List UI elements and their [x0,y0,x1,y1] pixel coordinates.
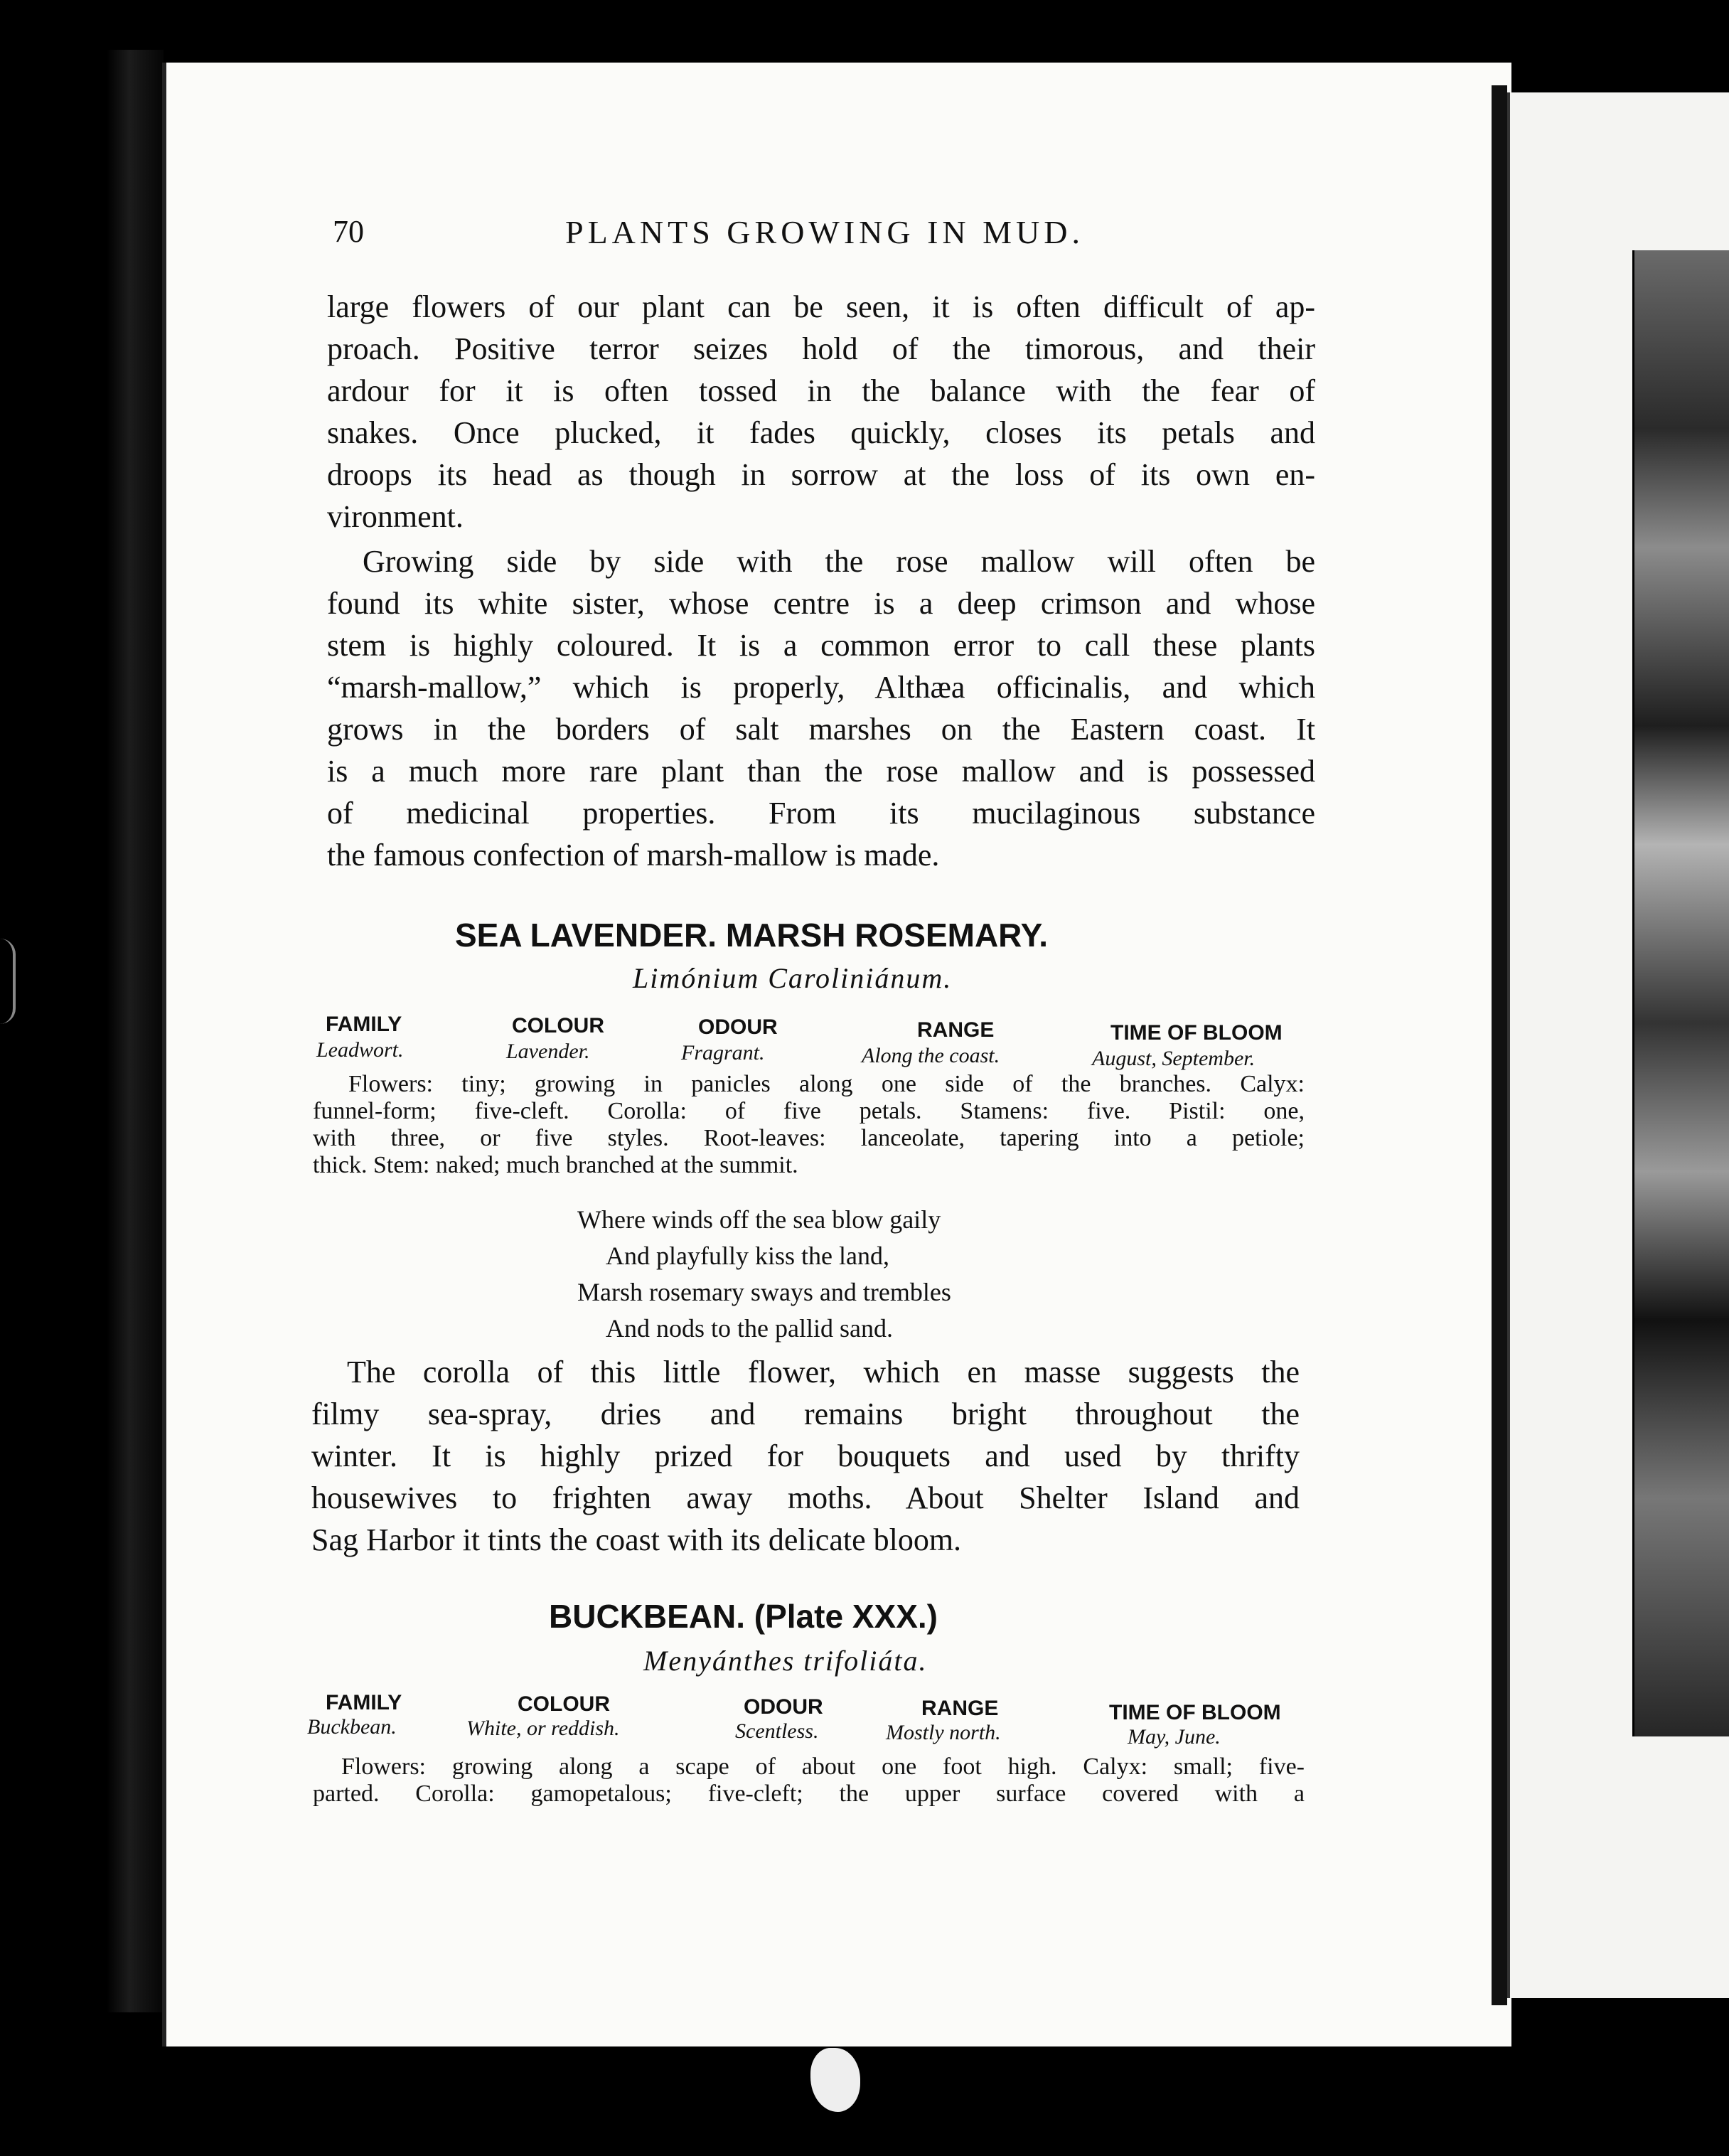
text-line: snakes. Once plucked, it fades quickly, closes its petals and [327,415,1315,450]
table-header-range: RANGE [917,1018,995,1042]
scan-bottom-mark [810,2048,860,2112]
text-line: filmy sea-spray, dries and remains bright throughout the [311,1397,1300,1431]
text-line: proach. Positive terror seizes hold of the timorous, and their [327,331,1315,366]
table-header-colour: COLOUR [518,1692,610,1716]
table-header-family: FAMILY [326,1013,402,1036]
intro-paragraph [327,286,1315,538]
text-line: winter. It is highly prized for bouquets and used by thrifty [311,1439,1300,1473]
scan-edge-mark [0,939,16,1024]
mallow-paragraph [327,540,1315,876]
table-header-family: FAMILY [326,1691,402,1714]
poem-stanza [577,1202,951,1347]
description-line: with three, or five styles. Root-leaves: lanceolate, tapering into a petiole; [313,1125,1305,1151]
table-value-range: Mostly north. [886,1721,1001,1744]
table-header-time-of-bloom: TIME OF BLOOM [1110,1021,1283,1045]
table-header-time-of-bloom: TIME OF BLOOM [1109,1701,1281,1724]
section-heading-sea-lavender: SEA LAVENDER. MARSH ROSEMARY. [455,917,1049,954]
page-number: 70 [333,214,364,249]
table-value-range: Along the coast. [862,1044,1000,1067]
text-line: grows in the borders of salt marshes on the Eastern coast. It [327,712,1315,747]
text-line: found its white sister, whose centre is a deep crimson and whose [327,586,1315,621]
facing-plate-image [1632,250,1729,1736]
latin-name-buckbean: Menyánthes trifoliáta. [643,1645,928,1677]
running-head: PLANTS GROWING IN MUD. [565,214,1084,250]
table-header-range: RANGE [921,1697,999,1720]
table-header-odour: ODOUR [744,1695,823,1719]
description-line: thick. Stem: naked; much branched at the summit. [313,1152,798,1178]
poem-line: Marsh rosemary sways and trembles [577,1278,951,1306]
text-line: Growing side by side with the rose mallow will often be [363,544,1315,579]
latin-name-sea-lavender: Limónium Caroliniánum. [633,962,953,994]
text-line: vironment. [327,499,464,534]
poem-line: And nods to the pallid sand. [606,1314,893,1343]
description-line: Flowers: growing along a scape of about one foot high. Calyx: small; five- [341,1754,1305,1780]
table-value-family: Buckbean. [307,1715,397,1739]
table-header-colour: COLOUR [512,1014,604,1037]
text-line: large flowers of our plant can be seen, it is often difficult of ap- [327,289,1315,324]
text-line: of medicinal properties. From its mucilaginous substance [327,796,1315,831]
table-value-colour: White, or reddish. [466,1717,620,1740]
table-value-time-of-bloom: May, June. [1128,1725,1221,1749]
text-line: The corolla of this little flower, which en masse suggests the [347,1355,1300,1389]
description-line: parted. Corolla: gamopetalous; five-cleft; the upper surface covered with a [313,1781,1305,1807]
poem-line: And playfully kiss the land, [606,1242,889,1270]
page-gutter [1492,85,1507,2005]
binding-shadow [107,50,164,2012]
text-line: the famous confection of marsh-mallow is made. [327,838,940,872]
description-line: Flowers: tiny; growing in panicles along one side of the branches. Calyx: [348,1071,1305,1097]
description-buckbean [313,1754,1305,1808]
table-value-family: Leadwort. [316,1038,404,1062]
text-line: Sag Harbor it tints the coast with its delicate bloom. [311,1522,962,1557]
table-header-odour: ODOUR [698,1015,778,1039]
poem-line: Where winds off the sea blow gaily [577,1205,941,1234]
text-line: droops its head as though in sorrow at the loss of its own en- [327,457,1315,492]
text-line: is a much more rare plant than the rose mallow and is possessed [327,754,1315,789]
description-sea-lavender [313,1071,1305,1179]
table-value-colour: Lavender. [506,1040,590,1063]
description-line: funnel-form; five-cleft. Corolla: of five petals. Stamens: five. Pistil: one, [313,1098,1305,1124]
table-value-time-of-bloom: August, September. [1092,1047,1256,1070]
text-line: stem is highly coloured. It is a common error to call these plants [327,628,1315,663]
table-value-odour: Fragrant. [681,1041,765,1064]
sea-lavender-paragraph [311,1351,1300,1561]
text-line: ardour for it is often tossed in the balance with the fear of [327,373,1315,408]
text-line: housewives to frighten away moths. About Shelter Island and [311,1480,1300,1515]
text-line: “marsh-mallow,” which is properly, Althæa officinalis, and which [327,670,1315,705]
table-value-odour: Scentless. [735,1719,819,1743]
section-heading-buckbean: BUCKBEAN. (Plate XXX.) [549,1598,938,1635]
